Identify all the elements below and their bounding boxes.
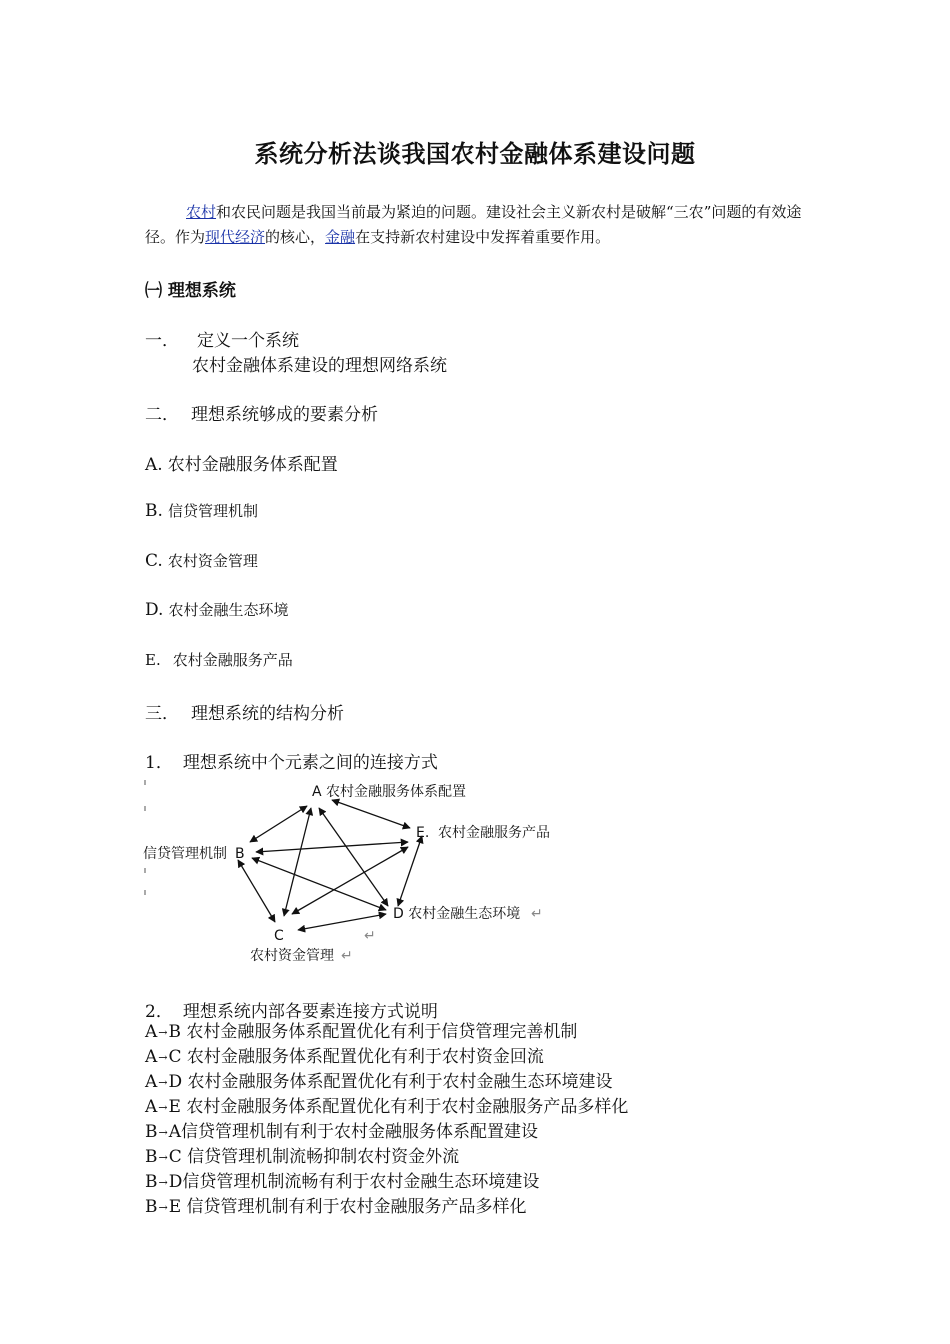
heading-three-label: 理想系统的结构分析	[191, 704, 344, 724]
relation-text: 农村金融服务体系配置优化有利于农村资金回流	[186, 1047, 544, 1067]
relation-item	[145, 1195, 628, 1220]
relation-item	[145, 1170, 628, 1195]
node-b-key: B	[235, 846, 245, 862]
relation-item	[145, 1020, 628, 1045]
relation-item	[145, 1045, 628, 1070]
subheading-2-num: 2．	[145, 1002, 173, 1022]
link-xiandai-jingji[interactable]: 现代经济	[205, 228, 266, 246]
relation-to: E	[168, 1197, 182, 1217]
node-b-text: 信贷管理机制	[143, 846, 227, 862]
relation-text: 信贷管理机制有利于农村金融服务体系配置建设	[181, 1122, 538, 1142]
relation-text: 信贷管理机制有利于农村金融服务产品多样化	[186, 1197, 527, 1217]
element-key: D.	[145, 600, 164, 620]
relation-from: B	[145, 1172, 158, 1192]
element-text: 农村资金管理	[167, 552, 258, 570]
heading-three-num: 三．	[145, 704, 179, 724]
relation-to: C	[168, 1047, 182, 1067]
element-text: 信贷管理机制	[168, 502, 259, 520]
return-mark-icon: ↵	[341, 948, 353, 964]
edge-b-e	[256, 842, 408, 852]
subheading-1-label: 理想系统中个元素之间的连接方式	[182, 753, 438, 773]
heading-one-sub: 农村金融体系建设的理想网络系统	[192, 356, 447, 376]
edge-a-d	[319, 808, 388, 906]
element-text: 农村金融服务体系配置	[167, 455, 338, 475]
edge-b-d	[252, 858, 386, 910]
heading-two-num: 二．	[145, 405, 179, 425]
relations-list	[145, 1020, 628, 1220]
element-key: E.	[145, 651, 161, 669]
edge-a-b	[250, 806, 307, 842]
link-nongcun[interactable]: 农村	[186, 203, 217, 221]
relation-text: 信贷管理机制流畅有利于农村金融生态环境建设	[182, 1172, 540, 1192]
node-d-label: D 农村金融生态环境	[393, 906, 521, 922]
arrow-icon: →	[158, 1026, 168, 1039]
relation-to: C	[168, 1147, 182, 1167]
node-e-text: 农村金融服务产品	[438, 825, 550, 841]
relation-to: E	[168, 1097, 181, 1117]
subheading-1-num: 1．	[145, 753, 173, 773]
relation-text: 农村金融服务体系配置优化有利于农村金融生态环境建设	[187, 1072, 613, 1092]
intro-text-1: 和农民问题是我国当前最为紧迫的问题。建设社会主义新农村是破解“三农”问题的有效途径。作为	[145, 203, 802, 246]
relation-text: 农村金融服务体系配置优化有利于信贷管理完善机制	[186, 1022, 578, 1042]
relation-from: A	[145, 1072, 158, 1092]
arrow-icon: →	[158, 1151, 168, 1164]
intro-text-2: 的核心，	[265, 228, 326, 246]
return-mark-icon: ↵	[364, 928, 376, 944]
relation-to: D	[168, 1072, 183, 1092]
relation-from: A	[145, 1022, 158, 1042]
node-c-text: 农村资金管理	[250, 948, 334, 964]
relation-from: A	[145, 1047, 158, 1067]
node-c-key: C	[274, 928, 284, 944]
subheading-2-label: 理想系统内部各要素连接方式说明	[182, 1002, 438, 1022]
relation-from: A	[145, 1097, 158, 1117]
link-jinrong[interactable]: 金融	[325, 228, 356, 246]
subheading-2	[145, 997, 438, 1022]
element-key: B.	[145, 501, 163, 521]
node-a-label: A 农村金融服务体系配置	[312, 784, 467, 800]
edge-a-e	[332, 800, 410, 828]
element-text: 农村金融生态环境	[168, 601, 289, 619]
arrow-icon: →	[158, 1101, 168, 1114]
arrow-icon: →	[158, 1201, 168, 1214]
relation-item	[145, 1120, 628, 1145]
arrow-icon: →	[158, 1126, 168, 1139]
edge-b-c	[238, 860, 275, 922]
document-title: 系统分析法谈我国农村金融体系建设问题	[254, 140, 696, 168]
relation-to: A	[168, 1122, 181, 1142]
edge-a-c	[284, 808, 311, 916]
relation-to: B	[168, 1022, 181, 1042]
return-mark-icon: ↵	[531, 906, 543, 922]
intro-text-3: 在支持新农村建设中发挥着重要作用。	[355, 228, 611, 246]
heading-two-label: 理想系统够成的要素分析	[191, 405, 378, 425]
element-key: C.	[145, 551, 163, 571]
node-e-key: E.	[416, 825, 430, 841]
relation-from: B	[145, 1147, 158, 1167]
relation-item	[145, 1095, 628, 1120]
element-key: A.	[145, 455, 163, 475]
edge-e-d	[398, 836, 422, 906]
element-text: 农村金融服务产品	[172, 651, 293, 669]
relation-text: 农村金融服务体系配置优化有利于农村金融服务产品多样化	[186, 1097, 629, 1117]
heading-one-num: 一．	[145, 331, 179, 351]
heading-one-label: 定义一个系统	[197, 331, 299, 351]
relation-to: D	[168, 1172, 183, 1192]
relation-text: 信贷管理机制流畅抑制农村资金外流	[187, 1147, 460, 1167]
relation-item	[145, 1070, 628, 1095]
arrow-icon: →	[158, 1176, 168, 1189]
section-heading-ideal-system: ㈠ 理想系统	[145, 281, 236, 301]
arrow-icon: →	[158, 1076, 168, 1089]
relation-from: B	[145, 1122, 158, 1142]
relation-from: B	[145, 1197, 158, 1217]
relation-item	[145, 1145, 628, 1170]
arrow-icon: →	[158, 1051, 168, 1064]
